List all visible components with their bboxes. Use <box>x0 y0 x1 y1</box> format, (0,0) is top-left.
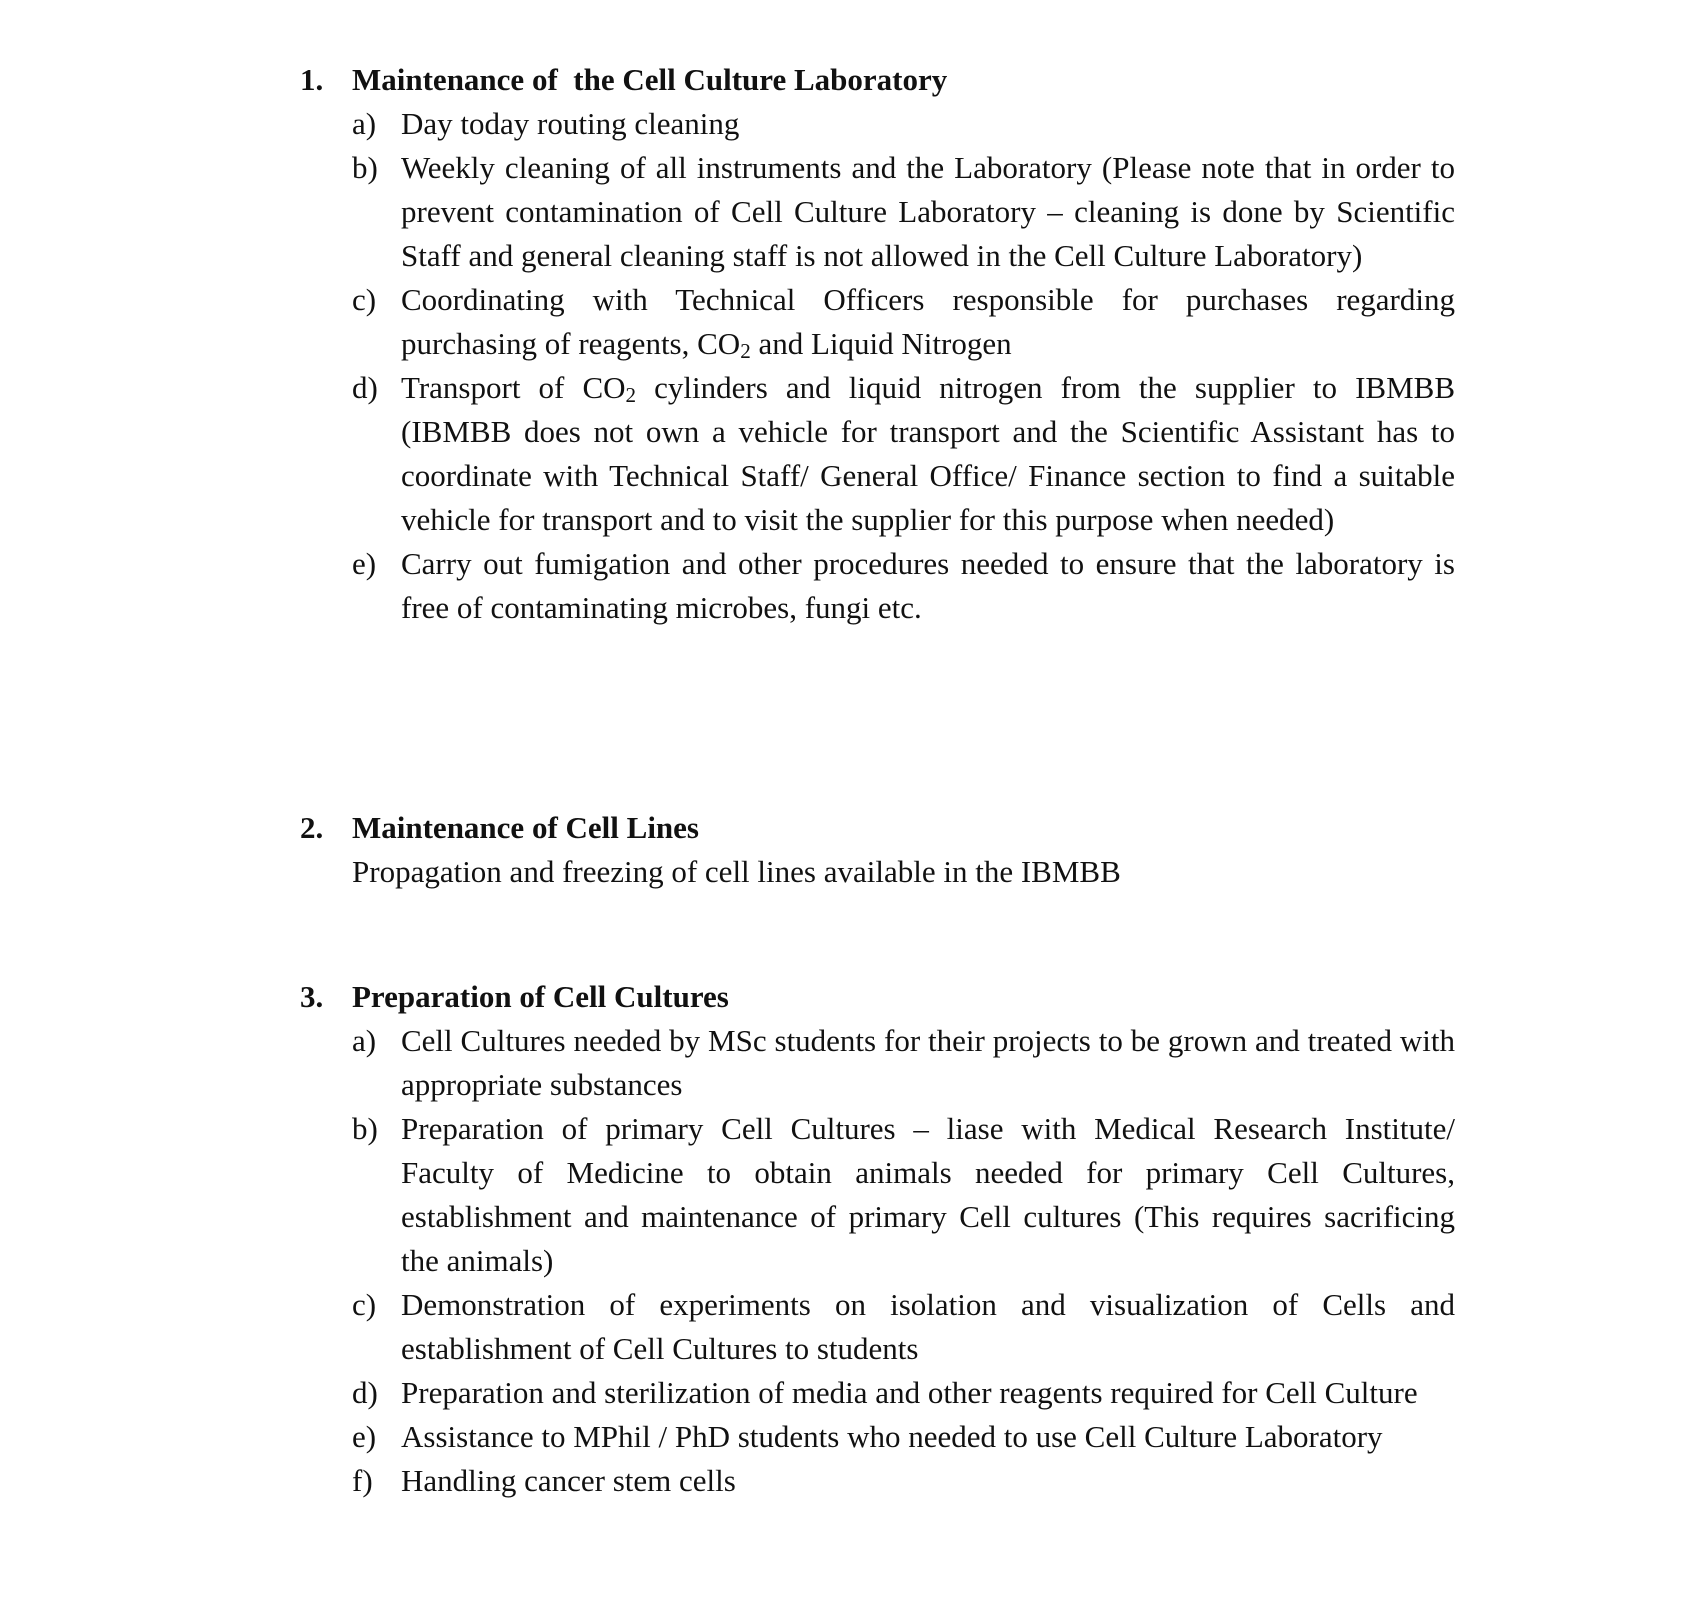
item-text: Weekly cleaning of all instruments and the Laboratory (Please note that in order to prevent contamination of Cell Culture Laboratory – cleaning is done by Scientific Staff and general cleaning staff is not allowed in the Cell Culture Laboratory) <box>401 150 1455 273</box>
section-2 <box>300 806 1455 894</box>
list-item <box>300 1371 1455 1415</box>
item-letter: a) <box>352 106 377 141</box>
item-letter: d) <box>352 1375 378 1410</box>
item-text: Preparation of primary Cell Cultures – liase with Medical Research Institute/ Faculty of Medicine to obtain animals needed for primary Cell Cultures, establishment and maintenance of primary Cell cultures (This requires sacrificing the animals) <box>401 1111 1455 1278</box>
item-text-after: cylinders and liquid nitrogen from the supplier to IBMBB (IBMBB does not own a vehicle for transport and the Scientific Assistant has to coordinate with Technical Staff/ General Office/ Finance section to find a suitable vehicle for transport and to visit the supplier for this purpose when needed) <box>401 370 1455 537</box>
list-item <box>300 1415 1455 1459</box>
list-item <box>300 146 1455 278</box>
section-heading <box>300 975 1455 1019</box>
list-item <box>300 102 1455 146</box>
list-item <box>300 542 1455 630</box>
item-text-before: Transport of CO <box>401 370 626 405</box>
item-letter: a) <box>352 1023 377 1058</box>
item-text <box>401 278 1455 366</box>
item-text: Demonstration of experiments on isolation and visualization of Cells and establishment of Cell Cultures to students <box>401 1287 1455 1366</box>
subscript: 2 <box>625 382 637 407</box>
list-item <box>300 1107 1455 1283</box>
section-body: Propagation and freezing of cell lines available in the IBMBB <box>352 854 1121 889</box>
section-title: Preparation of Cell Cultures <box>352 979 729 1014</box>
section-title: Maintenance of the Cell Culture Laboratory <box>352 62 948 97</box>
item-text: Handling cancer stem cells <box>401 1463 736 1498</box>
item-text-before: Coordinating with Technical Officers responsible for purchases regarding purchasing of reagents, CO <box>401 282 1455 361</box>
item-letter: d) <box>352 370 378 405</box>
item-text: Preparation and sterilization of media and other reagents required for Cell Culture <box>401 1375 1418 1410</box>
item-letter: e) <box>352 1419 377 1454</box>
section-number: 1. <box>300 62 324 97</box>
item-list <box>300 102 1455 630</box>
item-letter: e) <box>352 546 377 581</box>
item-text: Cell Cultures needed by MSc students for their projects to be grown and treated with appropriate substances <box>401 1023 1455 1102</box>
item-text-after: and Liquid Nitrogen <box>750 326 1012 361</box>
section-title: Maintenance of Cell Lines <box>352 810 699 845</box>
item-list <box>300 1019 1455 1503</box>
section-1 <box>300 58 1455 630</box>
section-number: 3. <box>300 979 324 1014</box>
item-letter: b) <box>352 1111 378 1146</box>
section-number: 2. <box>300 810 324 845</box>
item-letter: f) <box>352 1463 373 1498</box>
item-text: Day today routing cleaning <box>401 106 740 141</box>
item-text: Carry out fumigation and other procedures needed to ensure that the laboratory is free of contaminating microbes, fungi etc. <box>401 546 1455 625</box>
item-letter: b) <box>352 150 378 185</box>
list-item <box>300 1019 1455 1107</box>
list-item <box>300 1283 1455 1371</box>
item-text: Assistance to MPhil / PhD students who needed to use Cell Culture Laboratory <box>401 1419 1383 1454</box>
list-item <box>300 366 1455 542</box>
list-item <box>300 1459 1455 1503</box>
section-heading <box>300 806 1455 850</box>
list-item <box>300 278 1455 366</box>
section-3 <box>300 975 1455 1503</box>
subscript: 2 <box>740 338 751 363</box>
item-text <box>401 366 1455 542</box>
section-heading <box>300 58 1455 102</box>
item-letter: c) <box>352 1287 377 1322</box>
item-letter: c) <box>352 282 377 317</box>
